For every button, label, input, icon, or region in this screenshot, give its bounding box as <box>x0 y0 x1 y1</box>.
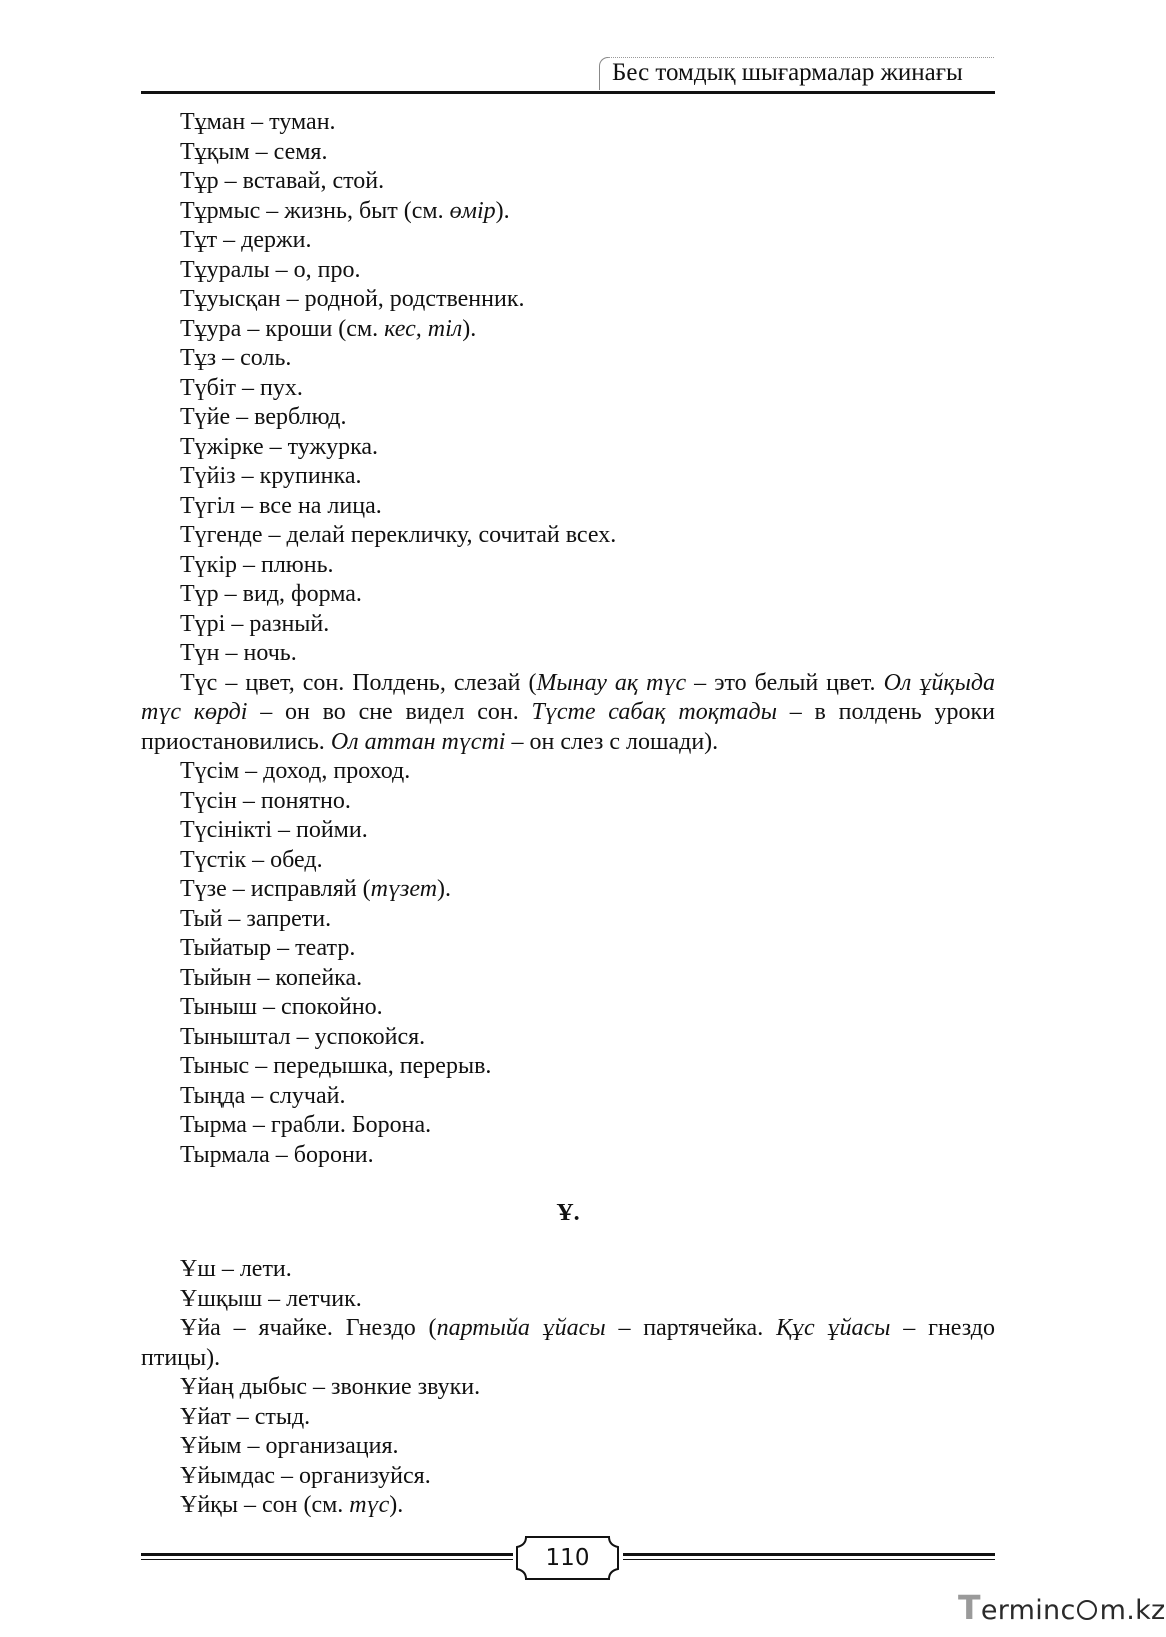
entry-text: – партячейка. <box>605 1315 777 1341</box>
example-phrase: Құс ұйасы <box>776 1315 891 1341</box>
entry-text: – он во сне видел сон. <box>247 699 532 725</box>
dictionary-entry: Тұман – туман. <box>180 109 336 135</box>
dictionary-entry: Ұйым – организация. <box>180 1433 399 1459</box>
entry-text: – это белый цвет. <box>686 669 884 696</box>
dictionary-entry <box>141 1491 995 1521</box>
entry-text: ). <box>495 197 510 224</box>
dictionary-entry: Ұйаң дыбыс – звонкие звуки. <box>180 1374 481 1400</box>
footer-rule-right-thin <box>623 1559 995 1560</box>
dictionary-entry: Тұуралы – о, про. <box>180 256 361 283</box>
dictionary-entry: Түн – ночь. <box>180 640 297 666</box>
footer-rule-right <box>623 1553 995 1556</box>
dictionary-entry: Түрі – разный. <box>180 610 330 637</box>
cross-reference: түс <box>349 1492 390 1518</box>
entry-text: – в полдень уроки приостановились. <box>141 699 996 755</box>
example-phrase: Мынау ақ түс <box>536 669 687 696</box>
example-phrase: Ол аттан түсті <box>330 728 506 755</box>
dictionary-entry: Тұқым – семя. <box>180 138 328 165</box>
dictionary-entry: Тыңда – случай. <box>180 1082 346 1109</box>
running-header: Бес томдық шығармалар жинағы <box>612 59 963 86</box>
entry-text: Тұрмыс – жизнь, быт (см. <box>180 197 450 224</box>
entry-text: ). <box>462 315 477 342</box>
dictionary-entry: Түстік – обед. <box>180 846 323 873</box>
entry-text: Ұйқы – сон (см. <box>180 1492 350 1518</box>
dictionary-entry: Ұйымдас – организуйся. <box>180 1462 431 1489</box>
dictionary-entry: Тырмала – борони. <box>180 1141 374 1168</box>
dictionary-entry: Тыйатыр – театр. <box>180 935 356 961</box>
example-phrase: Ол ұйқыда түс көрді <box>141 669 996 725</box>
dictionary-entry: Ұш – лети. <box>180 1256 292 1282</box>
dictionary-entry: Түсінікті – пойми. <box>180 817 368 843</box>
cross-reference: кес, тіл <box>384 315 463 342</box>
dictionary-entry <box>141 875 995 905</box>
header-rule <box>141 91 995 94</box>
example-phrase: Түсте сабақ тоқтады <box>531 699 777 725</box>
cross-reference: өмір <box>449 197 496 224</box>
entry-text: Ұйа – ячайке. Гнездо ( <box>180 1315 437 1341</box>
footer-rule-left <box>141 1553 513 1556</box>
page-number: 110 <box>545 1545 590 1571</box>
dictionary-entry-uia <box>141 1314 995 1373</box>
dictionary-entry: Түсін – понятно. <box>180 787 351 814</box>
dictionary-entry: Тұуысқан – родной, родственник. <box>180 286 525 312</box>
dictionary-entry: Тұт – держи. <box>180 227 312 253</box>
dictionary-entry: Түбіт – пух. <box>180 374 303 401</box>
dictionary-entry: Түгенде – делай перекличку, сочитай всех. <box>180 522 617 548</box>
dictionary-entry <box>141 197 995 227</box>
header-corner-ornament <box>599 57 610 90</box>
dictionary-entry: Тыныш – спокойно. <box>180 994 383 1020</box>
dictionary-entry: Тыныс – передышка, перерыв. <box>180 1053 492 1079</box>
section-heading: Ұ. <box>556 1200 580 1226</box>
watermark-text: erminc <box>980 1595 1076 1626</box>
dictionary-entry-tus <box>141 669 995 758</box>
entry-text: – он слез с лошади). <box>505 728 719 755</box>
dictionary-entry: Түгіл – все на лица. <box>180 492 382 519</box>
dictionary-entry: Түсім – доход, проход. <box>180 758 411 784</box>
dictionary-entry: Тыйын – копейка. <box>180 964 363 991</box>
dictionary-entry: Ұшқыш – летчик. <box>180 1285 362 1312</box>
section-spacer <box>141 1228 995 1255</box>
dictionary-entry: Түжірке – тужурка. <box>180 433 379 460</box>
watermark-text: m.kz <box>1099 1595 1166 1626</box>
entry-text: ). <box>389 1492 404 1518</box>
magnifier-icon <box>1077 1600 1097 1620</box>
entry-text: Тұура – кроши (см. <box>180 315 385 342</box>
dictionary-entry: Тырма – грабли. Борона. <box>180 1112 432 1138</box>
dictionary-entry: Түйіз – крупинка. <box>180 463 362 489</box>
termincom-watermark <box>958 1590 1166 1629</box>
dictionary-entry <box>141 315 995 345</box>
dictionary-entry: Тыныштал – успокойся. <box>180 1023 426 1050</box>
dictionary-entry: Тұр – вставай, стой. <box>180 168 385 194</box>
dictionary-entry: Тый – запрети. <box>180 905 332 932</box>
dictionary-entry: Тұз – соль. <box>180 345 292 371</box>
entry-text: Түс – цвет, сон. Полдень, слезай ( <box>180 669 537 696</box>
dictionary-text <box>141 108 995 1521</box>
dictionary-entry: Түр – вид, форма. <box>180 581 362 607</box>
entry-text: – гнездо птицы). <box>141 1315 996 1371</box>
entry-text: Түзе – исправляй ( <box>180 876 371 902</box>
footer-rule-left-thin <box>141 1559 513 1560</box>
dictionary-entry: Түйе – верблюд. <box>180 404 347 430</box>
section-spacer <box>141 1170 995 1198</box>
entry-text: ). <box>437 876 452 902</box>
dictionary-entry: Түкір – плюнь. <box>180 551 334 578</box>
dictionary-entry: Ұйат – стыд. <box>180 1403 311 1430</box>
cross-reference: түзет <box>370 876 438 902</box>
watermark-letter: T <box>958 1588 981 1627</box>
example-phrase: партыйа ұйасы <box>436 1315 606 1341</box>
